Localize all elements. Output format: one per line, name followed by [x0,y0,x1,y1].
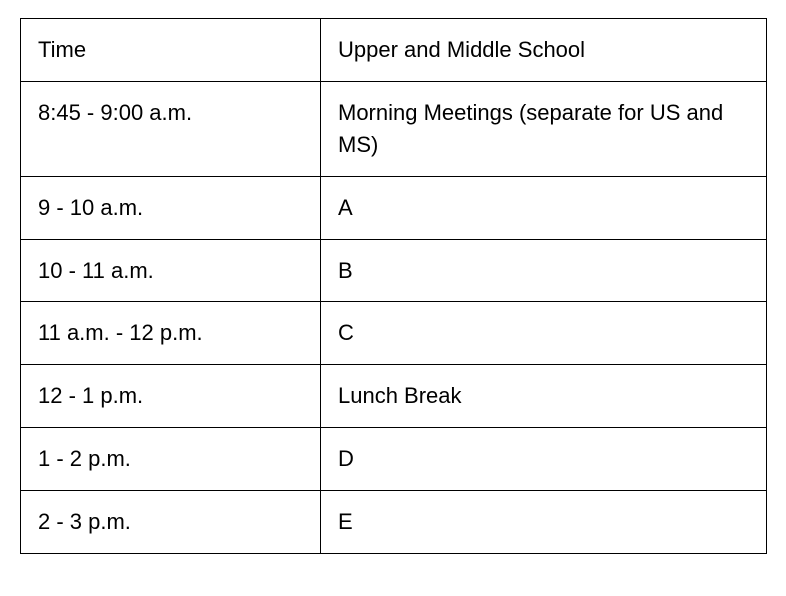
table-row [21,239,767,302]
schedule-table [20,18,767,554]
activity-cell: A [321,176,767,239]
activity-cell: C [321,302,767,365]
time-cell: 8:45 - 9:00 a.m. [21,81,321,176]
activity-cell: E [321,491,767,554]
time-cell: 10 - 11 a.m. [21,239,321,302]
activity-cell: Morning Meetings (separate for US and MS) [321,81,767,176]
time-cell: 11 a.m. - 12 p.m. [21,302,321,365]
time-cell: 1 - 2 p.m. [21,428,321,491]
header-cell-school: Upper and Middle School [321,19,767,82]
time-cell: 12 - 1 p.m. [21,365,321,428]
table-row [21,81,767,176]
header-cell-time: Time [21,19,321,82]
activity-cell: Lunch Break [321,365,767,428]
table-header-row [21,19,767,82]
time-cell: 2 - 3 p.m. [21,491,321,554]
table-row [21,491,767,554]
activity-cell: D [321,428,767,491]
table-row [21,365,767,428]
table-row [21,302,767,365]
time-cell: 9 - 10 a.m. [21,176,321,239]
table-row [21,176,767,239]
table-row [21,428,767,491]
activity-cell: B [321,239,767,302]
